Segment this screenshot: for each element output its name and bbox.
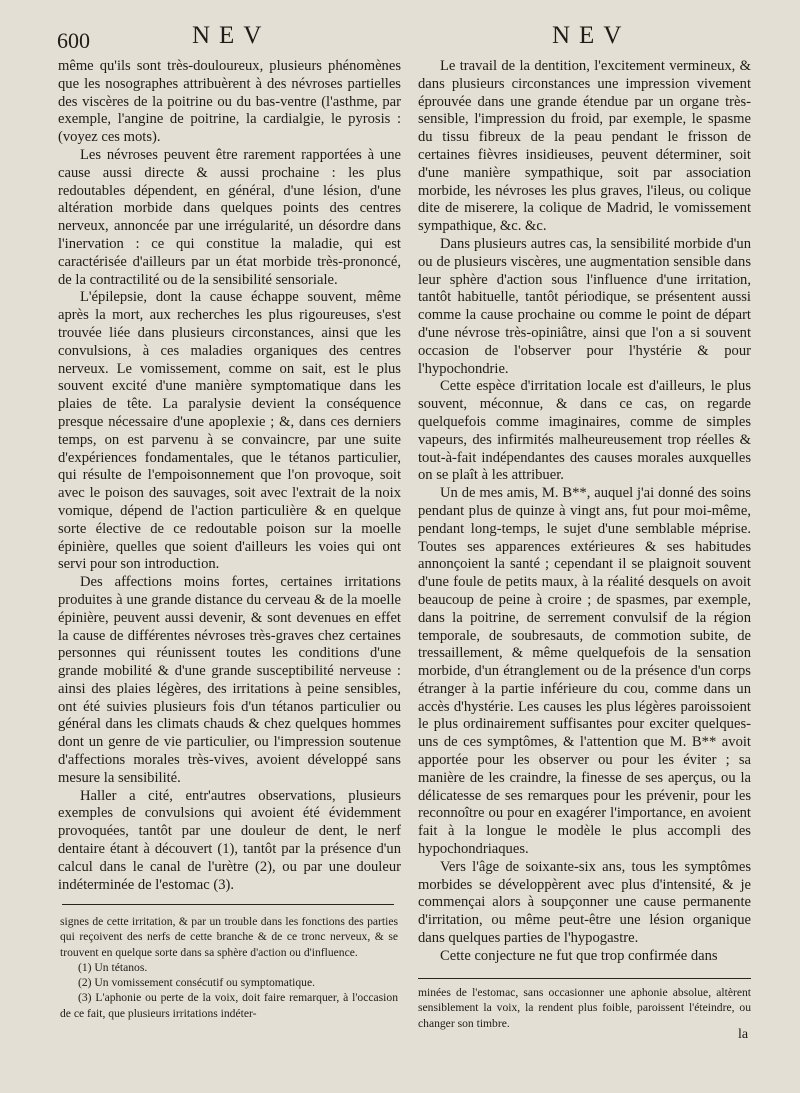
paragraph: Cette conjecture ne fut que trop confirmée dans bbox=[440, 947, 718, 964]
running-head-right: NEV bbox=[552, 22, 631, 49]
footnote-rule-right bbox=[418, 978, 751, 979]
page-number: 600 bbox=[57, 28, 90, 53]
paragraph: même qu'ils sont très-douloureux, plusieurs phénomènes que les nosographes attribuèrent à des névroses partielles des viscères de la poitrine ou du bas-ventre (l'asthme, par exemple, l'angine de poitrine, la cardialgie, le pyrosis : (voyez ces mots). bbox=[58, 58, 401, 146]
running-head-left: NEV bbox=[192, 22, 271, 49]
paragraph: Le travail de la dentition, l'excitement vermineux, & dans plusieurs circonstances une impression vivement éprouvée dans une grande étendue par un organe très-sensible, l'impression du froid, par exemple, le spasme du tissu fibreux de la peau pendant le frisson de certaines fièvres insidieuses, peuvent déterminer, soit d'une manière sympathique, soit par association morbide, les névroses les plus graves, l'ileus, ou colique dite de miserere, la colique de Madrid, le vomissement sympathique, &c. &c. bbox=[418, 58, 751, 235]
right-column bbox=[418, 58, 751, 966]
paragraph: Vers l'âge de soixante-six ans, tous les symptômes morbides se développèrent avec plus d'intensité, & je commençai alors à soupçonner une cause permanente d'irritation, ou même peut-être une lésion organique dans quelques parties de l'hypogastre. bbox=[418, 858, 751, 947]
paragraph: Les névroses peuvent être rarement rapportées à une cause aussi directe & aussi prochaine : les plus redoutables dépendent, en général, d'une lésion, d'une altération morbide dans quelques points des centres nerveux, annoncée par une irrégularité, un désordre dans l'inervation : ce qui constitue la maladie, qui est caractérisée d'ailleurs par un état morbide très-prononcé, de la contractilité ou de la sensibilité sensoriale. bbox=[58, 146, 401, 288]
footnote: (1) Un tétanos. bbox=[78, 960, 148, 974]
paragraph: L'épilepsie, dont la cause échappe souvent, même après la mort, aux recherches les plus rigoureuses, s'est trouvée liée dans plusieurs circonstances, ainsi que les convulsions, à ces maladies organiques des centres nerveux. Le vomissement, comme on sait, est le plus souvent excité d'une manière symptomatique dans les plaies de tête. La paralysie devient la conséquence presque nécessaire d'une apoplexie ; &, dans ces derniers temps, on est parvenu à se convaincre, par une suite d'expériences fondamentales, que le tétanos particulier, qui résulte de l'empoisonnement que l'on provoque, soit avec le poison des sauvages, soit avec l'extrait de la noix vomique, dépend de l'action particulière & en quelque sorte élective de ce redoutable poison sur la moelle épinière, quelles que soient d'ailleurs les voies qui ont servi pour son introduction. bbox=[58, 289, 401, 573]
paragraph: Haller a cité, entr'autres observations, plusieurs exemples de convulsions qui avoient été évidemment provoquées, tantôt par une douleur de dent, le nerf dentaire étant à découvert (1), tantôt par la présence d'un calcul dans le canal de l'urètre (2), ou par une douleur indéterminée de l'estomac (3). bbox=[58, 787, 401, 893]
catchword: la bbox=[738, 1027, 749, 1042]
paragraph: Des affections moins fortes, certaines irritations produites à une grande distance du cerveau & de la moelle épinière, peuvent aussi devenir, & sont devenues en effet la cause de différentes névroses très-graves chez certaines personnes qui réunissent toutes les conditions d'une grande mobilité & d'une grande susceptibilité nerveuse : ainsi des plaies légères, des irritations à peine sensibles, ont été suivies plusieurs fois d'un tétanos particulier ou général dans les climats chauds & chez quelques hommes dont un genre de vie particulier, ou l'impression soutenue d'affections morales très-vives, avoient développé sans mesure la sensibilité. bbox=[58, 574, 401, 786]
footnote: (2) Un vomissement consécutif ou symptomatique. bbox=[78, 976, 315, 990]
footnote: signes de cette irritation, & par un trouble dans les fonctions des parties qui reçoivent des nerfs de cette branche & de ce tronc nerveux, & se trouvent en quelque sorte dans sa sphère d'action ou d'influence. bbox=[60, 915, 398, 959]
paragraph: Cette espèce d'irritation locale est d'ailleurs, le plus souvent, méconnue, & dans ce cas, on regarde quelquefois comme imaginaires, comme de simples vapeurs, des infirmités malheureusement trop réelles & tout-à-fait indépendantes des causes morales auxquelles on se plaît à les attribuer. bbox=[418, 378, 751, 484]
right-footnotes bbox=[418, 985, 751, 1031]
left-footnotes bbox=[60, 914, 398, 1021]
paragraph: Un de mes amis, M. B**, auquel j'ai donné des soins pendant plus de quinze à vingt ans, fut pour moi-même, pendant long-temps, le sujet d'une semblable méprise. Toutes ses apparences extérieures & ses habitudes annonçoient la santé ; cependant il se plaignoit souvent d'une foule de petits maux, à la réalité desquels on avoit beaucoup de peine à croire ; de spasmes, par exemple, dans la poitrine, de serrement convulsif de la région temporale, de soubresauts, de commotion subite, de tressaillement, & même quelquefois de la sensation morbide, d'un étranglement ou de la présence d'un corps étranger à la partie inférieure du cou, comme dans un accès d'hystérie. Les causes les plus légères paroissoient le plus ordinairement suffisantes pour exciter quelques-uns de ces symptômes, & l'attention que M. B** avoit apportée pour les observer ou pour les éviter ; sa manière de les craindre, la finesse de ses aperçus, ou la délicatesse de ses remarques pour les prévenir, pour les reconnoître ou pour en exagérer l'importance, en avoient fait à la longue le modèle le plus accompli des hypochondriaques. bbox=[418, 485, 751, 858]
paragraph: Dans plusieurs autres cas, la sensibilité morbide d'un ou de plusieurs viscères, une augmentation sensible dans leur sphère d'action sous l'influence d'une irritation, tantôt habituelle, tantôt périodique, se présentent aussi comme la cause prochaine ou comme le point de départ d'une névrose très-opiniâtre, ainsi que l'on a si souvent occasion de l'observer pour l'hystérie & pour l'hypochondrie. bbox=[418, 235, 751, 377]
footnote-rule-left bbox=[62, 904, 394, 905]
footnote: minées de l'estomac, sans occasionner une aphonie absolue, altèrent sensiblement la voix, la rendent plus foible, paroissent l'éteindre, ou changer son timbre. bbox=[418, 986, 751, 1030]
left-column bbox=[58, 58, 401, 894]
footnote: (3) L'aphonie ou perte de la voix, doit faire remarquer, à l'occasion de ce fait, que plusieurs irritations indéter- bbox=[60, 991, 398, 1020]
